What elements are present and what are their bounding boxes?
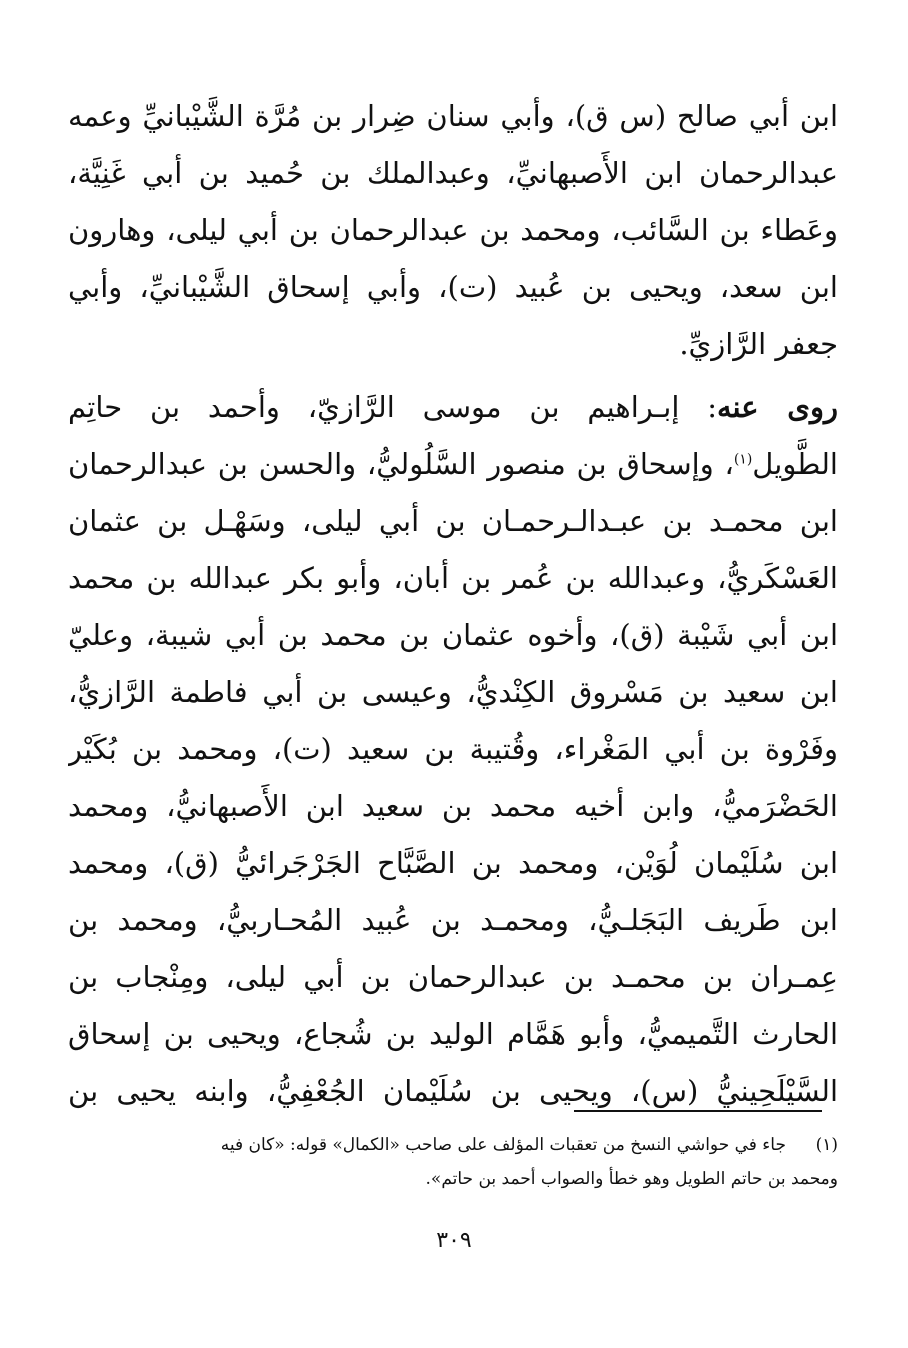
paragraph-narrated-by bbox=[68, 379, 838, 1120]
text-line: ابن سُلَيْمان لُوَيْن، ومحمد بن الصَّبَّاح الجَرْجَرائيُّ (ق)، ومحمد bbox=[68, 846, 838, 880]
footnote-line bbox=[68, 1128, 838, 1162]
text-line: ابن طَريف البَجَلـيُّ، ومحمـد بن عُبيد المُحـاربيُّ، ومحمد بن bbox=[68, 903, 838, 937]
text-line: ابن سعيد بن مَسْروق الكِنْديُّ، وعيسى بن أبي فاطمة الرَّازيُّ، bbox=[68, 675, 838, 709]
text-span: الطَّويل bbox=[752, 447, 838, 481]
text-line: وفَرْوة بن أبي المَغْراء، وقُتيبة بن سعيد (ت)، ومحمد بن بُكَيْر bbox=[68, 732, 838, 766]
paragraph-lead: روى عنه bbox=[716, 390, 838, 424]
text-line bbox=[68, 436, 838, 493]
text-line: عِمـران بن محمـد بن عبدالرحمان بن أبي ليلى، ومِنْجاب بن bbox=[68, 960, 838, 994]
text-line: ابن سعد، ويحيى بن عُبيد (ت)، وأبي إسحاق الشَّيْبانيِّ، وأبي bbox=[68, 270, 838, 304]
text-line: الحارث التَّميميُّ، وأبو هَمَّام الوليد بن شُجاع، ويحيى بن إسحاق bbox=[68, 1017, 838, 1051]
text-line bbox=[68, 379, 838, 436]
main-text bbox=[68, 88, 838, 1120]
text-span: : إبـراهيم بن موسى الرَّازيّ، وأحمد بن حاتِم bbox=[68, 390, 717, 424]
text-line: عبدالرحمان ابن الأَصبهانيِّ، وعبدالملك بن حُميد بن أبي غَنِيَّة، bbox=[68, 156, 838, 190]
footnote-reference[interactable]: (١) bbox=[733, 451, 753, 468]
text-line: العَسْكَريُّ، وعبدالله بن عُمر بن أبان، وأبو بكر عبدالله بن محمد bbox=[68, 561, 838, 595]
footnote-line: ومحمد بن حاتم الطويل وهو خطأ والصواب أحمد بن حاتم». bbox=[425, 1169, 838, 1189]
text-line: جعفر الرَّازيِّ. bbox=[679, 327, 838, 361]
text-line: وعَطاء بن السَّائب، ومحمد بن عبدالرحمان بن أبي ليلى، وهارون bbox=[68, 213, 838, 247]
text-line: ابن محمـد بن عبـدالـرحمـان بن أبي ليلى، وسَهْـل بن عثمان bbox=[68, 504, 838, 538]
page-number: ٣٠٩ bbox=[436, 1228, 472, 1253]
paragraph-narrators-from bbox=[68, 88, 838, 373]
footnote-text: جاء في حواشي النسخ من تعقبات المؤلف على صاحب «الكمال» قوله: «كان فيه bbox=[220, 1135, 786, 1155]
text-span: ، وإسحاق بن منصور السَّلُوليُّ، والحسن بن عبدالرحمان bbox=[68, 447, 734, 481]
footnote-number: (١) bbox=[815, 1135, 838, 1155]
text-line: ابن أبي شَيْبة (ق)، وأخوه عثمان بن محمد بن أبي شيبة، وعليّ bbox=[68, 618, 838, 652]
text-line: ابن أبي صالح (س ق)، وأبي سنان ضِرار بن مُرَّة الشَّيْبانيِّ وعمه bbox=[68, 99, 838, 133]
footnote-separator bbox=[574, 1110, 822, 1112]
text-line: السَّيْلَحِينيُّ (س)، ويحيى بن سُلَيْمان الجُعْفِيُّ، وابنه يحيى بن bbox=[68, 1074, 838, 1108]
footnote bbox=[68, 1128, 838, 1196]
text-line: الحَضْرَميُّ، وابن أخيه محمد بن سعيد ابن الأَصبهانيُّ، ومحمد bbox=[68, 789, 838, 823]
